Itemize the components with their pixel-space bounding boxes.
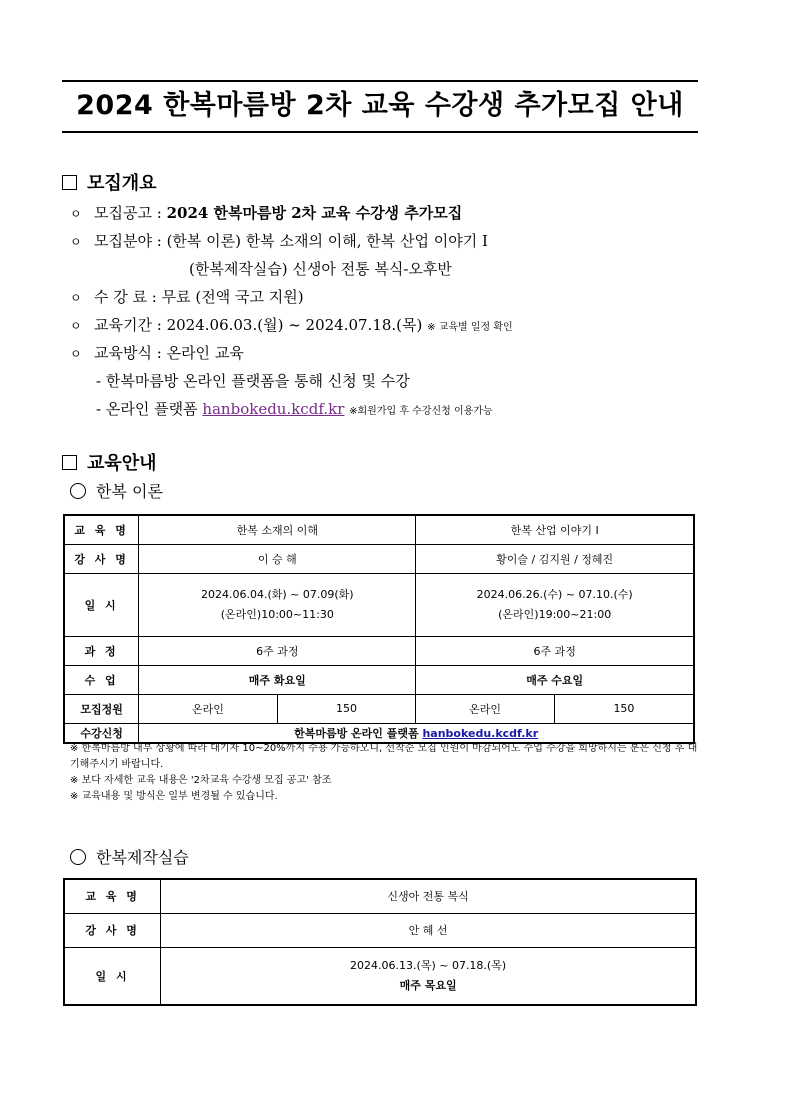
method-line: [70, 342, 244, 365]
apply-cell: [139, 723, 694, 743]
row-label-capacity: 모집정원: [64, 694, 139, 723]
theory-heading: 한복 이론: [70, 481, 163, 503]
bullet-icon: ㅇ: [70, 207, 82, 221]
course1-course: 6주 과정: [139, 636, 416, 665]
notice-line: [70, 202, 462, 225]
checkbox-square-icon: [62, 455, 77, 470]
field-label: 모집분야 :: [94, 232, 162, 250]
course1-date-line2: (온라인)10:00~11:30: [220, 607, 334, 621]
platform-note: ※회원가입 후 수강신청 이용가능: [349, 406, 493, 417]
circle-bullet-icon: [70, 849, 86, 865]
section-heading-education: 교육안내: [62, 452, 157, 476]
page-title: 2024 한복마름방 2차 교육 수강생 추가모집 안내: [76, 90, 684, 121]
method-sub-1: - 한복마름방 온라인 플랫폼을 통해 신청 및 수강: [96, 372, 410, 390]
practice-heading: 한복제작실습: [70, 847, 189, 869]
fee-line: [70, 286, 304, 309]
table-row: [64, 694, 694, 723]
period-value: 2024.06.03.(월) ~ 2024.07.18.(목): [166, 316, 423, 334]
table-row: [64, 636, 694, 665]
section-heading-overview: 모집개요: [62, 172, 157, 196]
method-label: 교육방식 :: [94, 344, 162, 362]
course1-name: 한복 소재의 이해: [139, 515, 416, 544]
row-label-instructor: 강 사 명: [64, 913, 161, 947]
row-label-apply: 수강신청: [64, 723, 139, 743]
field-value-2: (한복제작실습) 신생아 전통 복식-오후반: [189, 260, 452, 278]
note-2: ※ 보다 자세한 교육 내용은 '2차교육 수강생 모집 공고' 참조: [70, 775, 332, 786]
course2-name: 한복 산업 이야기 Ⅰ: [416, 515, 694, 544]
bullet-icon: ㅇ: [70, 347, 82, 361]
practice-date-line2: 매주 목요일: [399, 978, 457, 992]
course1-cap-num: 150: [277, 694, 416, 723]
title-bottom-rule: [62, 131, 698, 133]
method-value: 온라인 교육: [166, 344, 244, 362]
row-label-instructor: 강 사 명: [64, 544, 139, 573]
notes: [70, 741, 700, 805]
course1-instructor: 이 승 해: [139, 544, 416, 573]
bullet-icon: ㅇ: [70, 319, 82, 333]
circle-bullet-icon: [70, 483, 86, 499]
course2-date-line1: 2024.06.26.(수) ~ 07.10.(수): [476, 587, 633, 601]
bullet-icon: ㅇ: [70, 291, 82, 305]
course2-course: 6주 과정: [416, 636, 694, 665]
row-label-name: 교 육 명: [64, 879, 161, 913]
practice-date: [161, 947, 696, 1005]
period-label: 교육기간 :: [94, 316, 162, 334]
table-row: [64, 665, 694, 694]
note-1: ※ 한복마름방 내부 상황에 따라 대기자 10~20%까지 수용 가능하오니, 선착순 모집 인원이 마감되어도 수업 수강을 희망하시는 분은 신청 후 대기해주시기 바랍니다.: [70, 743, 698, 770]
course2-instructor: 황이슬 / 김지원 / 정혜진: [416, 544, 694, 573]
table-row: [64, 947, 696, 1005]
row-label-class: 수 업: [64, 665, 139, 694]
course2-date: [416, 573, 694, 636]
period-note: ※ 교육별 일정 확인: [427, 322, 513, 333]
practice-date-line1: 2024.06.13.(목) ~ 07.18.(목): [350, 958, 507, 972]
apply-text: 한복마름방 온라인 플랫폼: [294, 726, 419, 740]
course1-date: [139, 573, 416, 636]
checkbox-square-icon: [62, 175, 77, 190]
table-row: [64, 879, 696, 913]
course2-cap-num: 150: [554, 694, 694, 723]
platform-link[interactable]: hanbokedu.kcdf.kr: [202, 400, 345, 418]
fee-value: 무료 (전액 국고 지원): [161, 288, 304, 306]
course1-date-line1: 2024.06.04.(화) ~ 07.09(화): [200, 587, 354, 601]
table-row: [64, 723, 694, 743]
row-label-course: 과 정: [64, 636, 139, 665]
table-row: [64, 544, 694, 573]
course2-date-line2: (온라인)19:00~21:00: [498, 607, 612, 621]
notice-value: 2024 한복마름방 2차 교육 수강생 추가모집: [166, 204, 463, 222]
table-row: [64, 573, 694, 636]
row-label-name: 교 육 명: [64, 515, 139, 544]
method-sub-2-prefix: - 온라인 플랫폼: [96, 400, 198, 418]
theory-table: [63, 514, 695, 744]
course1-cap-mode: 온라인: [139, 694, 278, 723]
field-line: [70, 230, 488, 253]
note-3: ※ 교육내용 및 방식은 일부 변경될 수 있습니다.: [70, 791, 278, 802]
row-label-date: 일 시: [64, 947, 161, 1005]
practice-name: 신생아 전통 복식: [161, 879, 696, 913]
bullet-icon: ㅇ: [70, 235, 82, 249]
course1-class: 매주 화요일: [139, 665, 416, 694]
course2-class: 매주 수요일: [416, 665, 694, 694]
table-row: [64, 913, 696, 947]
row-label-date: 일 시: [64, 573, 139, 636]
practice-table: [63, 878, 697, 1006]
course2-cap-mode: 온라인: [416, 694, 555, 723]
field-value-1: (한복 이론) 한복 소재의 이해, 한복 산업 이야기 Ⅰ: [166, 232, 488, 250]
fee-label: 수 강 료 :: [94, 288, 157, 306]
practice-instructor: 안 혜 선: [161, 913, 696, 947]
period-line: [70, 314, 513, 339]
apply-link[interactable]: hanbokedu.kcdf.kr: [422, 726, 539, 740]
table-row: [64, 515, 694, 544]
title-top-rule: [62, 80, 698, 82]
notice-label: 모집공고 :: [94, 204, 162, 222]
method-sub-2: [96, 398, 493, 423]
